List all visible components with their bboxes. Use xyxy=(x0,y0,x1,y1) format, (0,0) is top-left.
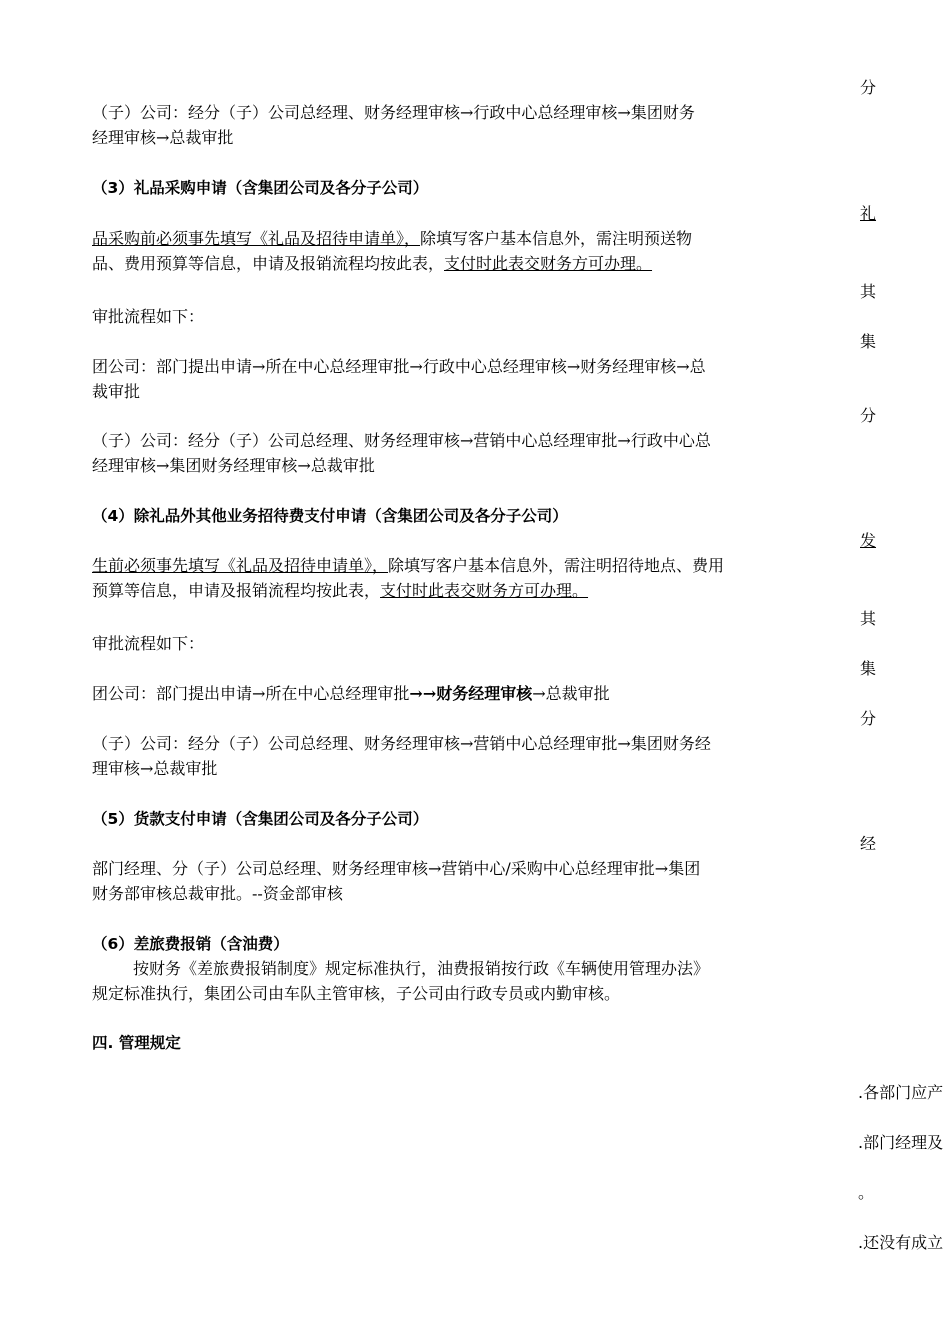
underlined-text: 生前必须事先填写《礼品及招待申请单》， xyxy=(92,556,389,575)
section-heading-3: （3）礼品采购申请（含集团公司及各分子公司） xyxy=(92,179,429,197)
paragraph-line xyxy=(92,555,724,577)
list-item-fragment: .部门经理及 xyxy=(858,1133,944,1152)
paragraph-line: （子）公司：经分（子）公司总经理、财务经理审核→行政中心总经理审核→集团财务 xyxy=(92,103,695,122)
paragraph-line: （子）公司：经分（子）公司总经理、财务经理审核→营销中心总经理审批→行政中心总 xyxy=(92,431,711,450)
paragraph-line: 部门经理、分（子）公司总经理、财务经理审核→营销中心/采购中心总经理审批→集团 xyxy=(92,859,701,878)
underlined-text: 支付时此表交财务方可办理。 xyxy=(380,581,589,600)
paragraph-line: 按财务《差旅费报销制度》规定标准执行，油费报销按行政《车辆使用管理办法》 xyxy=(133,959,710,978)
plain-text: 品、费用预算等信息，申请及报销流程均按此表， xyxy=(92,254,445,273)
margin-char: 分 xyxy=(860,709,877,728)
margin-char: 礼 xyxy=(860,204,877,223)
paragraph-line xyxy=(92,253,652,275)
section-heading-management: 四. 管理规定 xyxy=(92,1034,181,1052)
list-item-fragment: 。 xyxy=(858,1183,875,1202)
plain-text: 预算等信息，申请及报销流程均按此表， xyxy=(92,581,381,600)
margin-char: 发 xyxy=(860,531,877,550)
margin-char: 分 xyxy=(860,406,877,425)
plain-text: →总裁审批 xyxy=(532,684,610,703)
paragraph-line xyxy=(92,228,692,250)
underlined-text: 支付时此表交财务方可办理。 xyxy=(444,254,653,273)
paragraph-line: 审批流程如下： xyxy=(92,634,205,653)
plain-text: 除填写客户基本信息外，需注明预送物 xyxy=(420,229,693,248)
section-heading-4: （4）除礼品外其他业务招待费支付申请（含集团公司及各分子公司） xyxy=(92,507,568,525)
section-heading-5: （5）货款支付申请（含集团公司及各分子公司） xyxy=(92,810,429,828)
plain-text: 团公司：部门提出申请→所在中心总经理审批 xyxy=(92,684,410,703)
paragraph-line: 财务部审核总裁审批。--资金部审核 xyxy=(92,884,343,903)
margin-char: 分 xyxy=(860,78,877,97)
paragraph-line: 经理审核→集团财务经理审核→总裁审批 xyxy=(92,456,375,475)
bold-text: →→财务经理审核 xyxy=(409,684,533,703)
paragraph-line: 经理审核→总裁审批 xyxy=(92,128,234,147)
paragraph-line: 理审核→总裁审批 xyxy=(92,759,218,778)
underlined-text: 品采购前必须事先填写《礼品及招待申请单》， xyxy=(92,229,421,248)
paragraph-line: 团公司：部门提出申请→所在中心总经理审批→行政中心总经理审核→财务经理审核→总 xyxy=(92,357,706,376)
plain-text: 除填写客户基本信息外，需注明招待地点、费用 xyxy=(388,556,725,575)
margin-char: 其 xyxy=(860,282,877,301)
paragraph-line: 规定标准执行，集团公司由车队主管审核，子公司由行政专员或内勤审核。 xyxy=(92,984,621,1003)
section-heading-6: （6）差旅费报销（含油费） xyxy=(92,935,289,953)
list-item-fragment: .还没有成立 xyxy=(858,1233,944,1252)
margin-char: 集 xyxy=(860,659,877,678)
paragraph-line: （子）公司：经分（子）公司总经理、财务经理审核→营销中心总经理审批→集团财务经 xyxy=(92,734,711,753)
list-item-fragment: .各部门应产 xyxy=(858,1083,944,1102)
paragraph-line: 裁审批 xyxy=(92,382,141,401)
paragraph-line xyxy=(92,683,610,705)
margin-char: 经 xyxy=(860,834,877,853)
margin-char: 集 xyxy=(860,332,877,351)
margin-char: 其 xyxy=(860,609,877,628)
paragraph-line: 审批流程如下： xyxy=(92,307,205,326)
paragraph-line xyxy=(92,580,588,602)
